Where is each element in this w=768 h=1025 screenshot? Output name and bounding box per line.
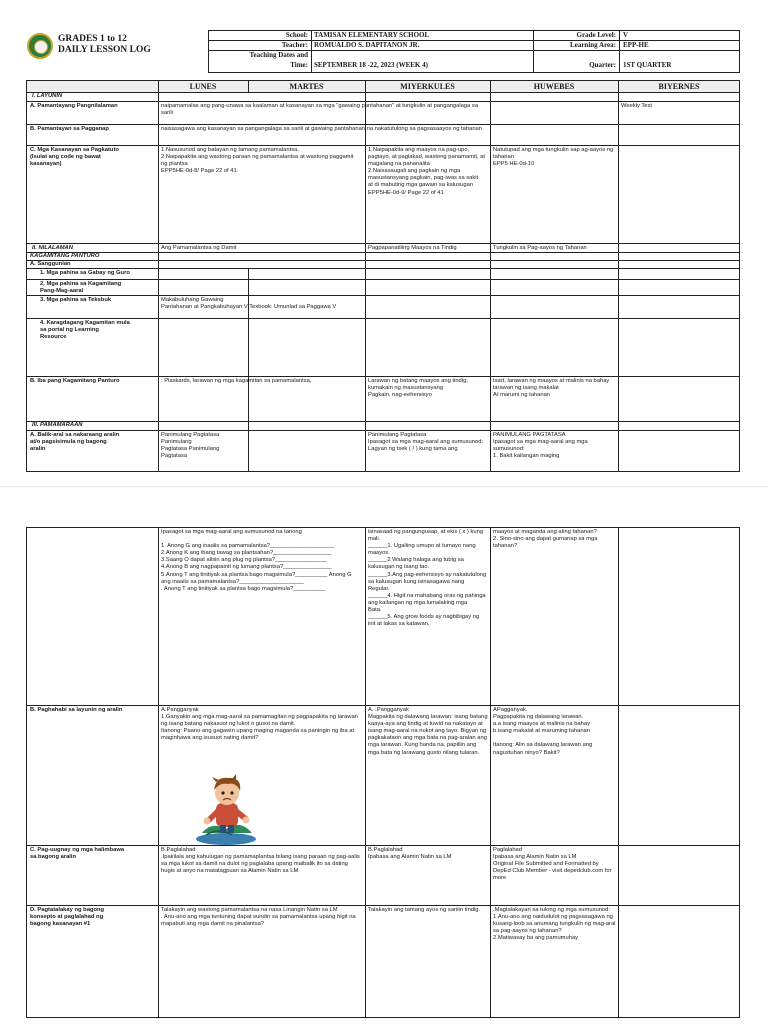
cell-balik-aral-thu-cont: maayos at maganda ang ating tahanan? 2. Sino-sino ang dapat gumanap sa mga tahanan? bbox=[493, 529, 598, 550]
cell-paghahabi-wed: A. .Pangganyak Magpakita ng dalawang larawan: isang batang kaaya-aya ang tindig at tuwid na nakatayo at isang mag-aaral na nukot ang tayo. Bigyan ng pagkakataon ang mga bata na pag-aralan ang mga larawan. Kung handa na, papiliin ang mga bata ng larawang gusto nilang tularan. bbox=[368, 707, 488, 756]
dll-title-line2: DAILY LESSON LOG bbox=[58, 45, 151, 55]
cell-pagtatalakay-wed: Talakayin ang tamang ayos ng sariiin tindig. bbox=[368, 907, 481, 913]
cell-pangnilalaman-text: naipamamalas ang pang-unawa sa kaalaman at kasanayan sa mga "gawaing pantahanan" at tungkulin at pangangalaga sa sarili bbox=[161, 103, 479, 117]
dll-title-line1: GRADES 1 to 12 bbox=[58, 34, 127, 44]
row-label-sanggunian: A. Sanggunian bbox=[30, 261, 71, 267]
cell-nilalaman-mon: Ang Pamamalantsa ng Damit bbox=[161, 245, 237, 251]
cell-pag-uugnay-thu: Paglalahad Ipabasa ang Alamin Natin sa LM Original File Submitted and Formatted by DepEd Club Member - visit depedclub.com for more bbox=[493, 847, 612, 882]
dates-value: SEPTEMBER 18 -22, 2023 (WEEK 4) bbox=[314, 61, 428, 69]
row-label-gabay-guro: 1. Mga pahina sa Gabay ng Guro bbox=[40, 270, 130, 276]
day-header-tue: MARTES bbox=[289, 82, 324, 91]
section-kagamitan: KAGAMITANG PANTURO bbox=[30, 253, 100, 259]
dates-label-2: Time: bbox=[290, 61, 308, 69]
cell-nilalaman-thu: Tungkulin sa Pag-aayos ng Tahanan bbox=[493, 245, 587, 251]
row-label-balik-aral: A. Balik-aral sa nakaraang aralin at/o pagsisimula ng bagong aralin bbox=[30, 432, 120, 453]
area-label: Learning Area: bbox=[570, 41, 616, 49]
row-label-pagtatalakay-1: D. Pagtatalakay ng bagong konsepto at paglalahad ng bagong kasanayan #1 bbox=[30, 907, 105, 928]
day-header-fri: BIYERNES bbox=[658, 82, 700, 91]
row-label-iba-pang-kagamitan: B. Iba pang Kagamitang Panturo bbox=[30, 378, 120, 384]
cell-iba-pang-wed: Larawan ng batang maayos ang tindig, kumakain ng masustansyang Pagkain, nag-eehersisyo bbox=[368, 378, 468, 399]
area-value: EPP-HE bbox=[623, 41, 649, 49]
section-layunin: I. LAYUNIN bbox=[32, 93, 63, 99]
dates-label-1: Teaching Dates and bbox=[249, 51, 308, 59]
cell-pag-uugnay-mon: B.Paglalahad .Ipakilala ang kahulugan ng pamamaplantsa bilang isang paraan ng pag-aalis sa mga lukot sa damit na dulot ng paglalaba upang maibalik ito sa dating hugis at anyo na matatagpuan sa Alamin Natin sa LM bbox=[161, 847, 360, 875]
teacher-label: Teacher: bbox=[281, 41, 308, 49]
cell-balik-aral-mon-cont: Ipasagot sa mga mag-aaral ang sumusunod na tanong 1. Anong G ang inaalis sa pamamalantsa?____________________ 2.Anong K ang ibang tawag sa plantsahan?__________________ 3.Saang O dapat alisin ang plug ng plantsa?________________ 4.Anong B ang nagpapainit ng lumang plantsa?_______________ 5.Anong T ang tinitiyak sa plantsa bago magsimula?__________ Anong G ang inaalis sa pamamalantsa?____________________ . Anong T ang tinitiyak sa plantsa bago magsimula?__________ bbox=[161, 529, 352, 592]
cell-balik-aral-thu: PANIMULANG PAGTATASA Ipasagot sa mga mag-aaral ang mga sumusunod: 1. Bakit kailangan maging bbox=[493, 432, 588, 460]
quarter-label: Quarter: bbox=[589, 61, 616, 69]
cell-pag-uugnay-wed: B.Paglalahad Ipabasa ang Alamin Natin sa LM bbox=[368, 847, 452, 861]
deped-seal-icon bbox=[27, 33, 53, 59]
cell-pangnilalaman-fri: Weekly Test bbox=[621, 103, 653, 109]
school-label: School: bbox=[285, 31, 308, 39]
dll-title bbox=[58, 34, 151, 56]
quarter-value: 1ST QUARTER bbox=[623, 61, 672, 69]
section-pamamaraan: III. PAMAMARAAN bbox=[32, 422, 83, 428]
cell-paghahabi-mon: A.Pangganyak 1.Ganyakin ang mga mag-aaral sa pamamagitan ng pagpapakita ng larawan ng isang batang nakasuot ng lukot o gusot na damit. Itanong: Paano ang gagawin upang maging maganda sa paningin ng iba at maginhawa ang isusuot nating damit? bbox=[161, 707, 358, 742]
section-nilalaman: II. NILALAMAN bbox=[32, 245, 73, 251]
row-label-teksbuk: 3. Mga pahina sa Teksbuk bbox=[40, 297, 112, 303]
cell-kasanayan-thu: Natutupad ang mga tungkulin sap ag-aayos ng tahanan EPP5 HE-0d-10 bbox=[493, 147, 614, 168]
day-header-mon: LUNES bbox=[189, 82, 217, 91]
grade-value: V bbox=[623, 31, 629, 39]
day-header-thu: HUWEBES bbox=[533, 82, 575, 91]
cell-iba-pang-mon: : Plaskards, larawan ng mga kagamitan sa pamamalantsa, bbox=[161, 378, 312, 384]
cell-teksbuk-mon: Makabuluhang Gawaing Pantahanan at Pangkabuhayan V Texbook: Umunlad sa Paggawa V bbox=[161, 297, 337, 311]
page-1 bbox=[0, 0, 768, 486]
teacher-value: ROMUALDO S. DAPITANON JR. bbox=[314, 41, 420, 49]
row-label-pamantayan-pagganap: B. Pamantayan sa Pagganap bbox=[30, 126, 109, 132]
row-label-kasanayan: C. Mga Kasanayan sa Pagkatuto (Isulat ang code ng bawat kasanayan) bbox=[30, 147, 119, 168]
day-header-wed: MIYERKULES bbox=[400, 82, 455, 91]
row-label-pamantayang-pangnilalaman: A. Pamantayang Pangnilalaman bbox=[30, 103, 118, 109]
cell-paghahabi-thu: APagganyak. Pagpapakita ng dalawang larawan. a.a isang maayos at malinis na bahay b.isang makalat at maruming tahanan Itanong: Alin sa dalawang larawan ang nagustuhan ninyo? Bakit? bbox=[493, 707, 593, 756]
school-value: TAMISAN ELEMENTARY SCHOOL bbox=[314, 31, 430, 39]
cell-balik-aral-mon: Panimulang Pagtatasa Panimulang Pagtatasa Panimulang Pagtatasa bbox=[161, 432, 220, 460]
row-label-kagamitang-mag-aaral: 2. Mga pahina sa Kagamitang Pang-Mag-aaral bbox=[40, 281, 122, 295]
page-2 bbox=[0, 486, 768, 1025]
cell-pagganap-text: naisasagawa ang kasanayan sa pangangalaga sa sarili at gawaing pantahanan na nakatutulong sa pagsasaayos ng tahanan bbox=[161, 126, 483, 132]
cell-nilalaman-wed: Pagpapanatiling Maayos na Tindig bbox=[368, 245, 457, 251]
cell-pagtatalakay-thu: .Magtalakayan sa tulong ng mga sumusunod: 1.Anu-ano ang naidudulot ng pagsasagawa ng kusang-loob sa anumang tungkulin ng mag-aral sa pag-aayos ng tahanan? 2.Matiwasay ba ang pamumuhay bbox=[493, 907, 616, 942]
row-label-karagdagang-kagamitan: 4. Karagdagang Kagamitan mula sa portal ng Learning Resource bbox=[40, 320, 130, 341]
cell-pagtatalakay-mon: Talakayin ang wastong pamamalantsa na nasa Linangin Natin sa LM . Anu-ano ang mga tuntuning dapat sundin sa pamamalantsa upang higit na mapabuti ang mga damit na pinalantsa? bbox=[161, 907, 356, 928]
cell-balik-aral-wed-cont: isinasaad ng pangungusap, at ekis ( x ) kung mali. ______1. Ugaliing umupo at tumayo nang maayos. ______2 Walang halaga ang tubig sa kalusugan ng isang tao. ______3.Ang pag-eehersisyo ay nakatutulong sa kalusugan kung isinasagawa nang Regular. ______4. Higit na mahabang oras ng pahinga ang kailangan ng mga lumalaking mga Bata. ______5. Ang grow foods ay nagbibigay ng init at lakas sa katawan. bbox=[368, 529, 487, 628]
cell-kasanayan-wed: 1.Naipapakita ang maayos na pag-upo, pagtayo, at paglakad, wastong panamamit, at magalang na pananalita 2.Naisasaugali ang pagkain ng mga masustansyang pagkain, pag-iwas sa sakit at di mabuting mga gawain sa kalusugan EPP5HE-0d-9/ Page 22 of 41 bbox=[368, 147, 485, 196]
cell-iba-pang-thu: tsart, larawan ng maayos at malinis na bahay larawan ng isang makalat At marumi ng tahanan bbox=[493, 378, 610, 399]
cell-balik-aral-wed: Panimulang Pagtatasa Ipasagot sa mga mag-aaral ang sumusunod: Lagyan ng tsek ( / ) kung tama ang bbox=[368, 432, 484, 453]
row-label-paghahabi: B. Paghahabi sa layunin ng aralin bbox=[30, 707, 123, 713]
grade-label: Grade Level: bbox=[576, 31, 616, 39]
cell-kasanayan-mon: 1.Nasusunod ang batayan ng tamang pamamalantsa. 2.Naipapakita ang wastong paraan ng pamamalantsa at wastong paggamit ng plantsa EPP5HE-0d-8/ Page 22 of 41 bbox=[161, 147, 354, 175]
cartoon-boy-wrinkled-clothes-image bbox=[192, 773, 260, 845]
row-label-pag-uugnay: C. Pag-uugnay ng mga halimbawa sa bagong aralin bbox=[30, 847, 125, 861]
